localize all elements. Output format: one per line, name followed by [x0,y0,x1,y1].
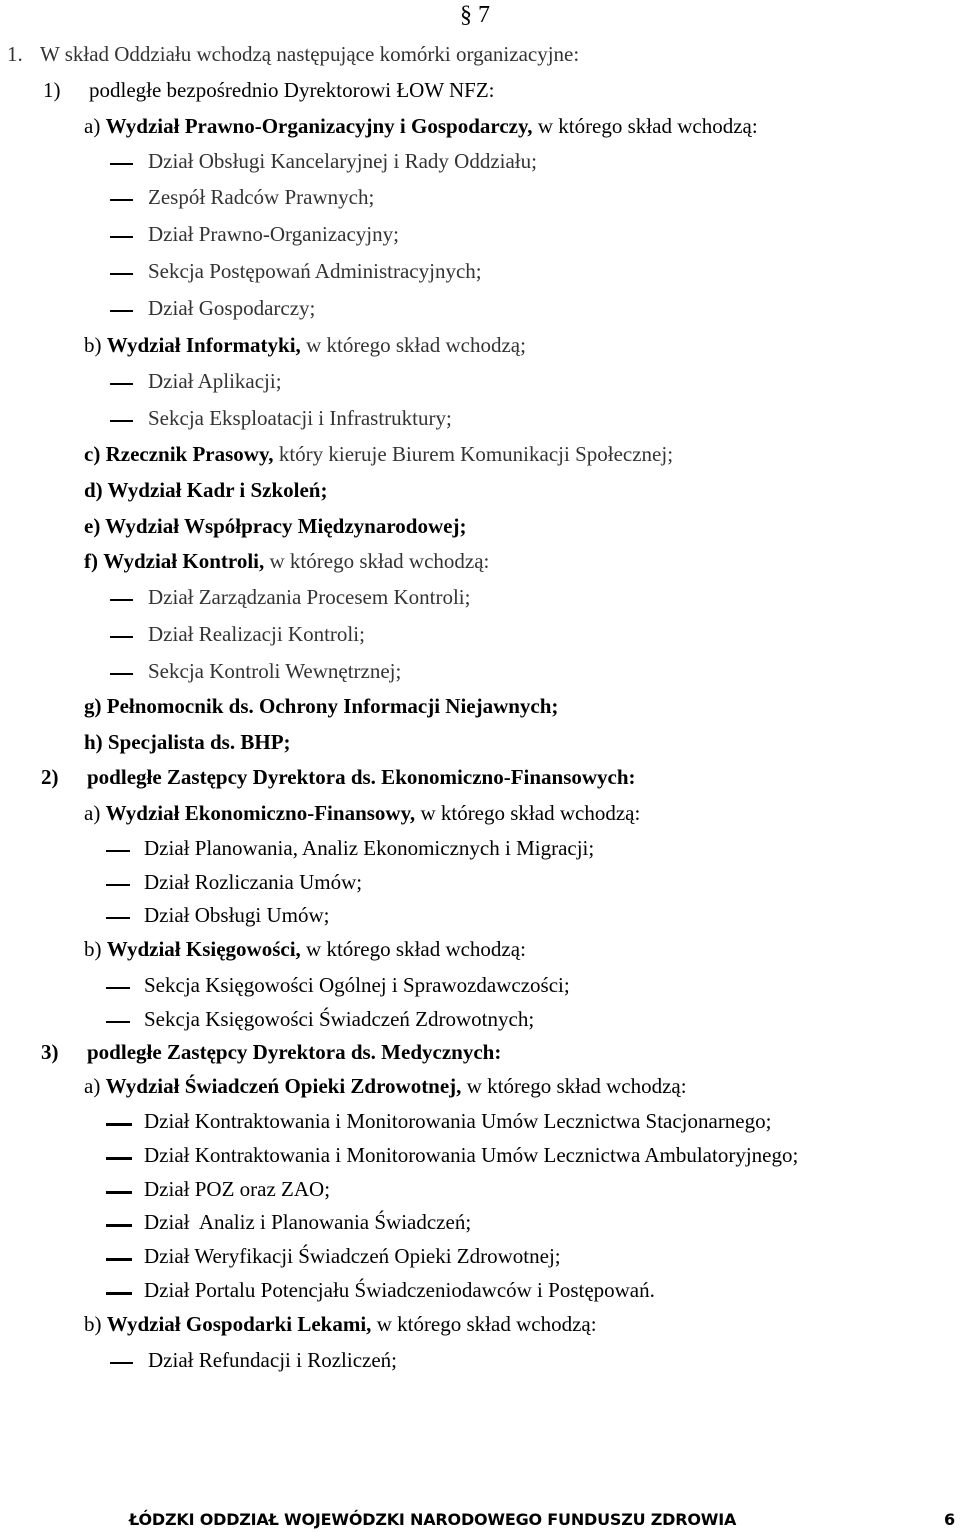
unit-heading [84,335,526,356]
section-symbol: § 7 [460,2,490,28]
dash-bullet [110,199,133,201]
subsection-heading: podległe bezpośrednio Dyrektorowi ŁOW NFZ: [89,78,495,102]
unit-name: Wydział Kontroli, [103,549,265,573]
unit-heading [84,551,489,572]
unit-heading: d) Wydział Kadr i Szkoleń; [84,478,328,502]
list-item: Dział Prawno-Organizacyjny; [148,222,399,246]
list-item: Dział Kontraktowania i Monitorowania Umów Lecznictwa Stacjonarnego; [144,1109,772,1133]
item-letter: f) [84,549,98,573]
dash-bullet [106,850,130,852]
dash-bullet [106,884,130,886]
unit-suffix: w którego skład wchodzą; [300,333,526,357]
list-item: Sekcja Eksploatacji i Infrastruktury; [148,406,452,430]
subsection-number: 2) [41,765,59,789]
subsection-heading: podległe Zastępcy Dyrektora ds. Medycznych: [87,1040,502,1064]
item-letter: a) [84,1074,101,1098]
unit-suffix: który kieruje Biurem Komunikacji Społecznej; [273,442,674,466]
unit-suffix: w którego skład wchodzą: [532,114,758,138]
dash-bullet [110,273,133,275]
item-letter: b) [84,937,102,961]
unit-name: Wydział Świadczeń Opieki Zdrowotnej, [105,1074,462,1098]
item-letter: a) [84,801,101,825]
item-letter: b) [84,333,102,357]
list-item: Sekcja Kontroli Wewnętrznej; [148,659,402,683]
item-letter: a) [84,114,101,138]
unit-suffix: w którego skład wchodzą: [300,937,526,961]
unit-heading: e) Wydział Współpracy Międzynarodowej; [84,514,467,538]
list-item: Dział POZ oraz ZAO; [144,1177,331,1201]
dash-bullet [110,383,133,385]
unit-heading: g) Pełnomocnik ds. Ochrony Informacji Niejawnych; [84,694,559,718]
list-item: Dział Realizacji Kontroli; [148,622,365,646]
dash-bullet [106,1123,132,1126]
unit-name: Wydział Prawno-Organizacyjny i Gospodarczy, [105,114,533,138]
dash-bullet [110,636,133,638]
unit-name: Wydział Ekonomiczno-Finansowy, [105,801,416,825]
dash-bullet [106,987,130,989]
intro-text: W skład Oddziału wchodzą następujące komórki organizacyjne: [40,42,580,66]
unit-name: Wydział Gospodarki Lekami, [106,1312,372,1336]
list-item: Dział Weryfikacji Świadczeń Opieki Zdrowotnej; [144,1244,561,1268]
list-item: Sekcja Postępowań Administracyjnych; [148,259,482,283]
list-item: Dział Portalu Potencjału Świadczeniodawców i Postępowań. [144,1278,655,1302]
list-item: Dział Zarządzania Procesem Kontroli; [148,585,471,609]
dash-bullet [110,163,133,165]
unit-heading: h) Specjalista ds. BHP; [84,730,291,754]
unit-name: Rzecznik Prasowy, [105,442,274,466]
unit-heading [84,1076,687,1097]
list-item: Sekcja Księgowości Świadczeń Zdrowotnych; [144,1007,535,1031]
list-item: Dział Kontraktowania i Monitorowania Umów Lecznictwa Ambulatoryjnego; [144,1143,799,1167]
item-letter: c) [84,442,101,466]
list-item: Sekcja Księgowości Ogólnej i Sprawozdawczości; [144,973,570,997]
item-letter: b) [84,1312,102,1336]
dash-bullet [110,310,133,312]
dash-bullet [110,599,133,601]
unit-heading [84,116,758,137]
list-item: Dział Rozliczania Umów; [144,870,363,894]
dash-bullet [106,1292,132,1295]
unit-heading [84,939,526,960]
unit-name: Wydział Informatyki, [106,333,301,357]
list-item: Dział Analiz i Planowania Świadczeń; [144,1210,472,1234]
unit-name: Wydział Księgowości, [106,937,301,961]
dash-bullet [110,236,133,238]
dash-bullet [110,1362,133,1364]
list-item: Dział Refundacji i Rozliczeń; [148,1348,397,1372]
unit-suffix: w którego skład wchodzą: [461,1074,687,1098]
unit-suffix: w którego skład wchodzą: [264,549,490,573]
unit-heading [84,444,673,465]
subsection-number: 1) [43,78,61,102]
subsection-heading: podległe Zastępcy Dyrektora ds. Ekonomiczno-Finansowych: [87,765,636,789]
paragraph-number: 1. [7,42,23,66]
list-item: Dział Planowania, Analiz Ekonomicznych i Migracji; [144,836,595,860]
dash-bullet [106,1224,132,1227]
page-footer: ŁÓDZKI ODDZIAŁ WOJEWÓDZKI NARODOWEGO FUNDUSZU ZDROWIA [129,1510,737,1529]
list-item: Dział Aplikacji; [148,369,282,393]
dash-bullet [106,1191,132,1194]
dash-bullet [106,1157,132,1160]
dash-bullet [110,420,133,422]
subsection-number: 3) [41,1040,59,1064]
unit-suffix: w którego skład wchodzą: [415,801,641,825]
list-item: Zespół Radców Prawnych; [148,185,375,209]
dash-bullet [106,1258,132,1261]
dash-bullet [110,673,133,675]
list-item: Dział Gospodarczy; [148,296,316,320]
dash-bullet [106,1021,130,1023]
list-item: Dział Obsługi Umów; [144,903,330,927]
list-item: Dział Obsługi Kancelaryjnej i Rady Oddziału; [148,149,537,173]
dash-bullet [106,917,130,919]
unit-heading [84,803,640,824]
unit-heading [84,1314,597,1335]
page-number: 6 [944,1510,956,1529]
unit-suffix: w którego skład wchodzą: [371,1312,597,1336]
